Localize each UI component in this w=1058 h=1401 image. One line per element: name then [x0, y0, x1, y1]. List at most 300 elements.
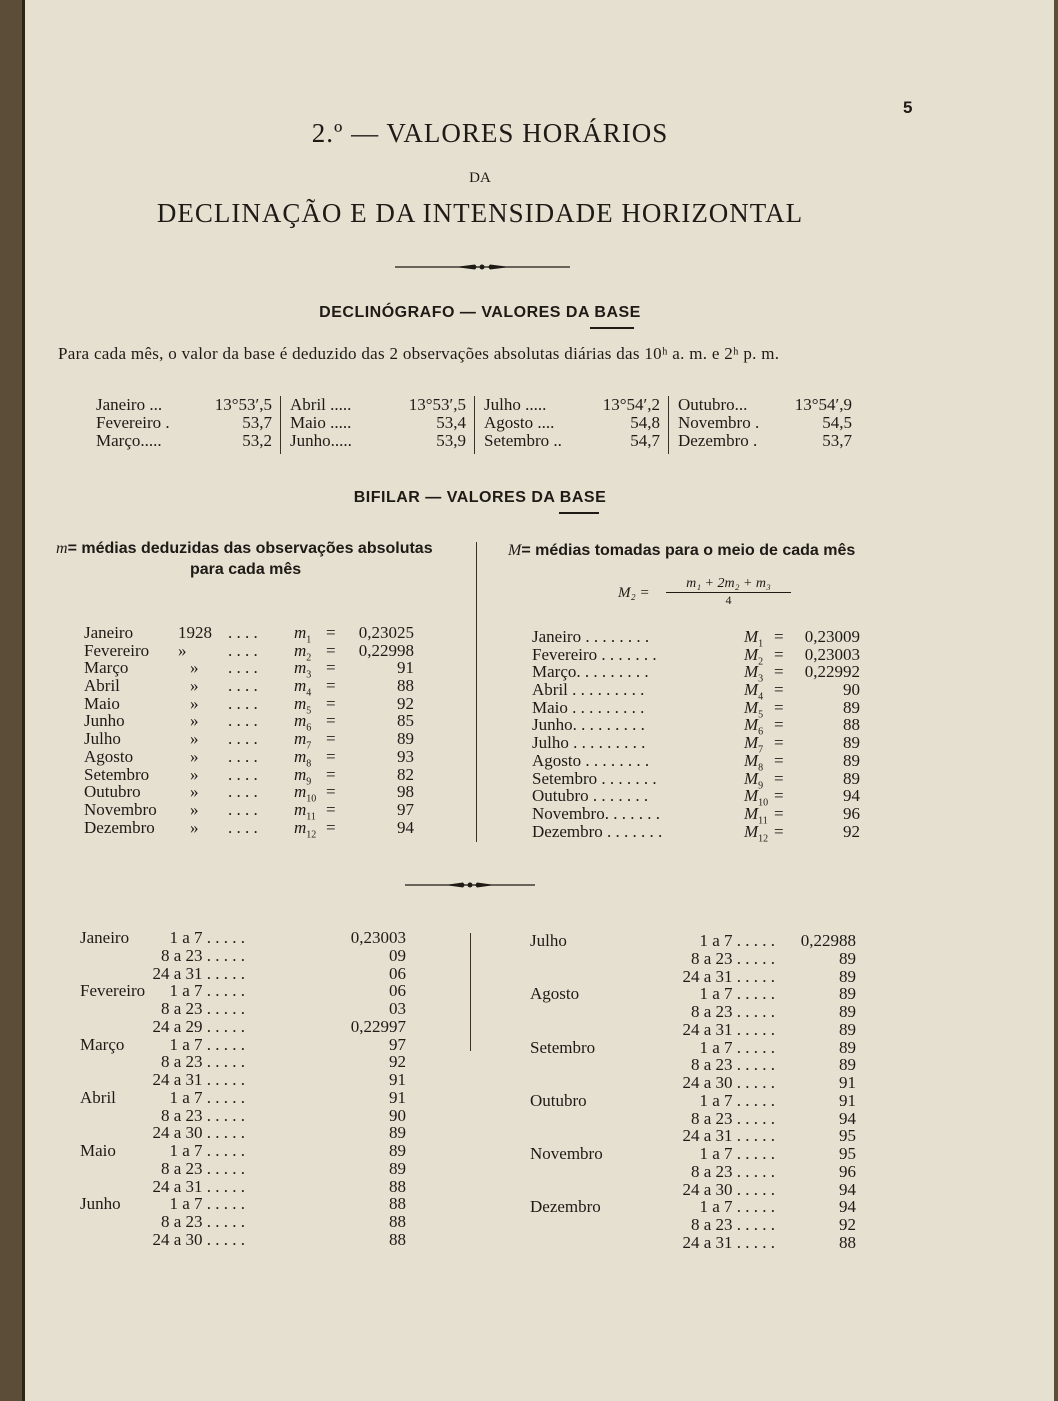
value-cell: 90: [843, 680, 860, 700]
decl-month: Abril .....: [290, 395, 352, 414]
range-cell: 24 a 30 . . . . .: [682, 1073, 775, 1092]
bifilar-right-table: [532, 627, 862, 844]
bifilar-left-table: [84, 623, 414, 840]
decl-group-4: [678, 396, 856, 450]
table-row: [84, 746, 414, 770]
decl-value: 13°53′,5: [214, 395, 272, 414]
value-cell: 88: [397, 676, 414, 696]
table-row: [84, 711, 414, 734]
range-cell: 8 a 23 . . . . .: [160, 1158, 245, 1178]
range-cell: 24 a 31 . . . . .: [152, 1176, 245, 1196]
value-cell: 95: [839, 1144, 856, 1163]
value-cell: 94: [839, 1108, 856, 1128]
subscript: 7: [758, 744, 764, 756]
month-cell: Agosto: [84, 746, 134, 766]
month-cell: Fevereiro: [84, 640, 150, 660]
value-cell: 94: [397, 817, 414, 837]
value-cell: 97: [397, 799, 414, 819]
month-cell: Dezembro . . . . . . .: [532, 821, 663, 841]
decl-group-3: [484, 396, 664, 450]
title-connector: DA: [469, 170, 491, 186]
bifilar-right-heading: [508, 542, 855, 560]
m-symbol: m: [294, 640, 307, 660]
M-symbol: M: [744, 786, 759, 806]
table-row: [84, 658, 414, 681]
decl-month: Agosto ....: [484, 413, 555, 432]
value-cell: 89: [839, 1019, 856, 1039]
year-cell: »: [190, 817, 199, 837]
range-cell: 1 a 7 . . . . .: [169, 928, 245, 947]
decl-row: [290, 432, 470, 450]
value-cell: 0,23003: [804, 644, 860, 664]
month-cell: Janeiro: [80, 928, 130, 947]
value-cell: 91: [839, 1090, 856, 1110]
equals-sign: =: [774, 644, 784, 664]
value-cell: 89: [389, 1123, 406, 1143]
month-cell: Outubro: [84, 782, 141, 802]
equals-sign: =: [774, 627, 784, 646]
decl-value: 53,7: [242, 413, 272, 432]
m-symbol: m: [294, 817, 307, 837]
M-symbol: M: [744, 644, 759, 664]
leader-dots: . . . .: [228, 799, 258, 819]
subscript: 4: [758, 691, 764, 703]
table-row: [530, 968, 860, 986]
subscript: 8: [306, 758, 312, 770]
month-cell: Agosto . . . . . . . .: [532, 750, 650, 770]
equals-sign: =: [326, 764, 336, 784]
equals-sign: =: [774, 750, 784, 770]
range-cell: 1 a 7 . . . . .: [699, 931, 775, 950]
table-row: [530, 1056, 860, 1074]
value-cell: 85: [397, 711, 414, 731]
decl-row: [484, 432, 664, 450]
year-cell: »: [190, 799, 199, 819]
month-cell: Dezembro: [84, 817, 155, 837]
year-cell: »: [190, 782, 199, 802]
value-cell: 92: [843, 821, 860, 841]
m-symbol: m: [294, 623, 307, 642]
decl-value: 53,4: [436, 413, 466, 432]
table-row: [530, 1216, 860, 1234]
table-row: [80, 1071, 410, 1089]
decl-month: Novembro .: [678, 413, 760, 432]
equals-sign: =: [774, 680, 784, 700]
leader-dots: . . . .: [228, 764, 258, 784]
equals-sign: =: [326, 658, 336, 678]
value-cell: 0,23025: [358, 623, 414, 642]
value-cell: 0,23009: [804, 627, 860, 646]
range-cell: 8 a 23 . . . . .: [690, 1108, 775, 1128]
equals-sign: =: [774, 697, 784, 717]
table-row: [530, 1145, 860, 1163]
subscript: 5: [758, 709, 764, 721]
value-cell: 95: [839, 1126, 856, 1146]
month-cell: Agosto: [530, 984, 580, 1004]
table-row: [80, 1000, 410, 1018]
table-row: [530, 1110, 860, 1128]
equals-sign: =: [774, 715, 784, 735]
decl-row: [484, 414, 664, 432]
periods-left-table: [80, 929, 410, 1249]
declinografo-note: Para cada mês, o valor da base é deduzido das 2 observações absolutas diárias das 10ʰ a. m. e 2ʰ p. m.: [58, 344, 780, 363]
month-cell: Novembro: [84, 799, 157, 819]
month-cell: Março: [80, 1034, 125, 1054]
month-cell: Fevereiro: [80, 981, 146, 1001]
M-symbol: M: [744, 750, 759, 770]
value-cell: 89: [839, 984, 856, 1004]
column-separator: [668, 396, 669, 454]
range-cell: 24 a 30 . . . . .: [152, 1229, 245, 1249]
formula-lhs: M₂ =: [618, 585, 650, 601]
column-separator: [474, 396, 475, 454]
table-row: [530, 1163, 860, 1181]
table-row: [532, 627, 862, 650]
decl-row: [678, 414, 856, 432]
value-cell: 89: [839, 948, 856, 968]
leader-dots: . . . .: [228, 658, 258, 678]
table-row: [84, 693, 414, 717]
decl-row: [678, 396, 856, 414]
subscript: 2: [758, 656, 764, 668]
subscript: 9: [758, 779, 764, 791]
subscript: 9: [306, 775, 312, 787]
range-cell: 8 a 23 . . . . .: [160, 945, 245, 965]
decl-month: Janeiro ...: [96, 395, 163, 414]
decl-row: [96, 432, 276, 450]
table-row: [530, 1039, 860, 1057]
value-cell: 88: [389, 1176, 406, 1196]
month-cell: Outubro . . . . . . .: [532, 786, 649, 806]
value-cell: 09: [389, 945, 406, 965]
table-row: [80, 1178, 410, 1196]
decl-value: 13°54′,2: [602, 395, 660, 414]
m-symbol: m: [56, 540, 68, 557]
value-cell: 89: [839, 1002, 856, 1021]
decl-row: [484, 396, 664, 414]
subscript: 3: [306, 669, 312, 681]
month-cell: Janeiro: [84, 623, 134, 642]
table-row: [530, 1127, 860, 1145]
leader-dots: . . . .: [228, 782, 258, 802]
range-cell: 8 a 23 . . . . .: [690, 1161, 775, 1181]
month-cell: Julho . . . . . . . . .: [532, 733, 646, 753]
value-cell: 03: [389, 999, 406, 1018]
month-cell: Fevereiro . . . . . . .: [532, 644, 657, 664]
equals-sign: =: [326, 729, 336, 749]
month-cell: Setembro: [84, 764, 150, 784]
decl-value: 13°53′,5: [408, 395, 466, 414]
decl-month: Março.....: [96, 431, 162, 450]
table-row: [532, 786, 862, 809]
range-cell: 1 a 7 . . . . .: [699, 1090, 775, 1110]
table-row: [530, 950, 860, 968]
equals-sign: =: [326, 693, 336, 713]
value-cell: 96: [839, 1161, 856, 1181]
value-cell: 89: [397, 729, 414, 749]
year-cell: »: [190, 693, 199, 713]
value-cell: 89: [389, 1158, 406, 1178]
equals-sign: =: [326, 711, 336, 731]
range-cell: 24 a 31 . . . . .: [682, 1232, 775, 1252]
decl-row: [290, 414, 470, 432]
decl-value: 53,2: [242, 431, 272, 450]
value-cell: 88: [389, 1194, 406, 1214]
table-row: [530, 932, 860, 950]
value-cell: 0,22998: [358, 640, 414, 660]
subscript: 5: [306, 705, 312, 717]
m-symbol: m: [294, 711, 307, 731]
range-cell: 1 a 7 . . . . .: [169, 1087, 245, 1107]
leader-dots: . . . .: [228, 729, 258, 749]
month-cell: Abril: [80, 1087, 116, 1107]
table-row: [530, 1181, 860, 1199]
M-symbol: M: [744, 733, 759, 753]
subscript: 12: [758, 832, 769, 844]
value-cell: 94: [839, 1179, 856, 1199]
decl-month: Fevereiro .: [96, 413, 170, 432]
table-row: [84, 676, 414, 699]
year-cell: 1928: [178, 623, 212, 642]
year-cell: »: [190, 676, 199, 696]
decl-row: [678, 432, 856, 450]
heading-underline: [559, 512, 599, 514]
value-cell: 89: [843, 768, 860, 788]
table-row: [80, 1036, 410, 1054]
value-cell: 89: [839, 1055, 856, 1075]
table-row: [80, 1018, 410, 1036]
range-cell: 8 a 23 . . . . .: [160, 999, 245, 1018]
range-cell: 1 a 7 . . . . .: [169, 1194, 245, 1214]
bifilar-heading: BIFILAR — VALORES DA BASE: [353, 489, 607, 506]
range-cell: 1 a 7 . . . . .: [169, 981, 245, 1001]
m-symbol: m: [294, 764, 307, 784]
value-cell: 92: [389, 1052, 406, 1072]
range-cell: 8 a 23 . . . . .: [690, 1002, 775, 1021]
ornament-divider-top: [395, 260, 570, 274]
equals-sign: =: [326, 746, 336, 766]
declinografo-heading: DECLINÓGRAFO — VALORES DA BASE: [319, 304, 641, 321]
leader-dots: . . . .: [228, 746, 258, 766]
range-cell: 24 a 30 . . . . .: [682, 1179, 775, 1199]
table-row: [80, 965, 410, 983]
subscript: 2: [306, 652, 312, 664]
leader-dots: . . . .: [228, 711, 258, 731]
subscript: 1: [758, 638, 764, 650]
subscript: 11: [758, 815, 768, 827]
equals-sign: =: [326, 623, 336, 642]
table-row: [80, 1231, 410, 1249]
subscript: 1: [306, 634, 312, 646]
value-cell: 0,23003: [350, 928, 406, 947]
month-cell: Junho: [80, 1194, 121, 1214]
heading-underline: [590, 327, 634, 329]
m-symbol: m: [294, 729, 307, 749]
decl-group-2: [290, 396, 470, 450]
value-cell: 89: [389, 1141, 406, 1160]
table-row: [80, 1142, 410, 1160]
value-cell: 06: [389, 981, 406, 1001]
table-row: [530, 1074, 860, 1092]
M-symbol: M: [744, 680, 759, 700]
equals-sign: =: [326, 676, 336, 696]
value-cell: 82: [397, 764, 414, 784]
subscript: 10: [758, 797, 769, 809]
table-row: [530, 985, 860, 1003]
month-cell: Julho: [84, 729, 121, 749]
page-edge: [22, 0, 25, 1401]
right-heading-text: = médias tomadas para o meio de cada mês: [521, 542, 856, 559]
value-cell: 0,22988: [800, 931, 856, 950]
month-cell: Outubro: [530, 1090, 587, 1110]
month-cell: Março. . . . . . . . .: [532, 662, 649, 682]
decl-value: 13°54′,9: [794, 395, 852, 414]
table-row: [530, 1092, 860, 1110]
value-cell: 0,22997: [350, 1016, 406, 1036]
decl-month: Maio .....: [290, 413, 352, 432]
month-cell: Novembro: [530, 1144, 603, 1163]
month-cell: Maio: [80, 1141, 116, 1160]
value-cell: 89: [843, 750, 860, 770]
table-row: [80, 1195, 410, 1213]
value-cell: 91: [389, 1087, 406, 1107]
value-cell: 94: [839, 1197, 856, 1217]
range-cell: 8 a 23 . . . . .: [690, 1215, 775, 1234]
M-symbol: M: [744, 697, 759, 717]
range-cell: 8 a 23 . . . . .: [160, 1052, 245, 1072]
decl-row: [290, 396, 470, 414]
range-cell: 1 a 7 . . . . .: [699, 1037, 775, 1057]
month-cell: Setembro . . . . . . .: [532, 768, 657, 788]
m-symbol: m: [294, 658, 307, 678]
range-cell: 24 a 31 . . . . .: [682, 1126, 775, 1146]
range-cell: 8 a 23 . . . . .: [690, 948, 775, 968]
M-symbol: M: [508, 542, 522, 559]
table-row: [84, 729, 414, 752]
value-cell: 92: [839, 1215, 856, 1234]
subscript: 11: [306, 811, 316, 823]
leader-dots: . . . .: [228, 817, 258, 837]
decl-value: 54,5: [822, 413, 852, 432]
M-symbol: M: [744, 662, 759, 682]
range-cell: 24 a 31 . . . . .: [682, 966, 775, 986]
decl-value: 53,9: [436, 431, 466, 450]
range-cell: 24 a 30 . . . . .: [152, 1123, 245, 1143]
range-cell: 24 a 31 . . . . .: [682, 1019, 775, 1039]
table-row: [532, 697, 862, 721]
value-cell: 91: [839, 1073, 856, 1092]
equals-sign: =: [774, 786, 784, 806]
bifilar-left-heading-2: para cada mês: [190, 561, 302, 578]
year-cell: »: [190, 746, 199, 766]
leader-dots: . . . .: [228, 623, 258, 642]
value-cell: 89: [839, 1037, 856, 1057]
range-cell: 8 a 23 . . . . .: [690, 1055, 775, 1075]
month-cell: Abril . . . . . . . . .: [532, 680, 645, 700]
value-cell: 96: [843, 803, 860, 823]
range-cell: 24 a 31 . . . . .: [152, 1070, 245, 1089]
bifilar-left-heading: [56, 540, 433, 558]
month-cell: Setembro: [530, 1037, 596, 1057]
table-row: [80, 947, 410, 965]
leader-dots: . . . .: [228, 693, 258, 713]
equals-sign: =: [326, 799, 336, 819]
page-subtitle: DECLINAÇÃO E DA INTENSIDADE HORIZONTAL: [156, 198, 804, 228]
leader-dots: . . . .: [228, 676, 258, 696]
decl-row: [96, 396, 276, 414]
table-row: [80, 1213, 410, 1231]
table-row: [80, 1160, 410, 1178]
subscript: 10: [306, 793, 317, 805]
m-symbol: m: [294, 799, 307, 819]
equals-sign: =: [774, 821, 784, 841]
table-row: [80, 929, 410, 947]
table-row: [532, 750, 862, 774]
table-row: [80, 1053, 410, 1071]
year-cell: »: [190, 711, 199, 731]
month-cell: Janeiro . . . . . . . .: [532, 627, 650, 646]
table-row: [532, 644, 862, 668]
subscript: 8: [758, 762, 764, 774]
table-row: [530, 1234, 860, 1252]
decl-month: Julho .....: [484, 395, 547, 414]
m-symbol: m: [294, 782, 307, 802]
value-cell: 88: [389, 1212, 406, 1231]
value-cell: 92: [397, 693, 414, 713]
decl-group-1: [96, 396, 276, 450]
equals-sign: =: [774, 662, 784, 682]
month-cell: Junho. . . . . . . . .: [532, 715, 645, 735]
leader-dots: . . . .: [228, 640, 258, 660]
table-row: [532, 680, 862, 703]
month-cell: Junho: [84, 711, 125, 731]
subscript: 12: [306, 828, 317, 840]
subscript: 6: [306, 722, 312, 734]
value-cell: 89: [839, 966, 856, 986]
table-row: [84, 623, 414, 646]
month-cell: Março: [84, 658, 129, 678]
month-cell: Maio: [84, 693, 120, 713]
value-cell: 89: [843, 697, 860, 717]
value-cell: 88: [839, 1232, 856, 1252]
table-row: [80, 1124, 410, 1142]
range-cell: 24 a 29 . . . . .: [152, 1016, 245, 1036]
decl-value: 54,8: [630, 413, 660, 432]
column-separator: [280, 396, 281, 454]
value-cell: 88: [389, 1229, 406, 1249]
value-cell: 94: [843, 786, 860, 806]
subscript: 7: [306, 740, 312, 752]
month-cell: Dezembro: [530, 1197, 601, 1217]
month-cell: Abril: [84, 676, 120, 696]
decl-value: 53,7: [822, 431, 852, 450]
equals-sign: =: [326, 817, 336, 837]
range-cell: 1 a 7 . . . . .: [699, 1144, 775, 1163]
subscript: 3: [758, 673, 764, 685]
equals-sign: =: [774, 768, 784, 788]
subscript: 4: [306, 687, 312, 699]
decl-value: 54,7: [630, 431, 660, 450]
M-symbol: M: [744, 803, 759, 823]
range-cell: 8 a 23 . . . . .: [160, 1212, 245, 1231]
table-row: [80, 1107, 410, 1125]
value-cell: 93: [397, 746, 414, 766]
decl-month: Outubro...: [678, 395, 748, 414]
equals-sign: =: [774, 803, 784, 823]
table-row: [532, 662, 862, 685]
year-cell: »: [178, 640, 187, 660]
month-cell: Julho: [530, 931, 567, 950]
